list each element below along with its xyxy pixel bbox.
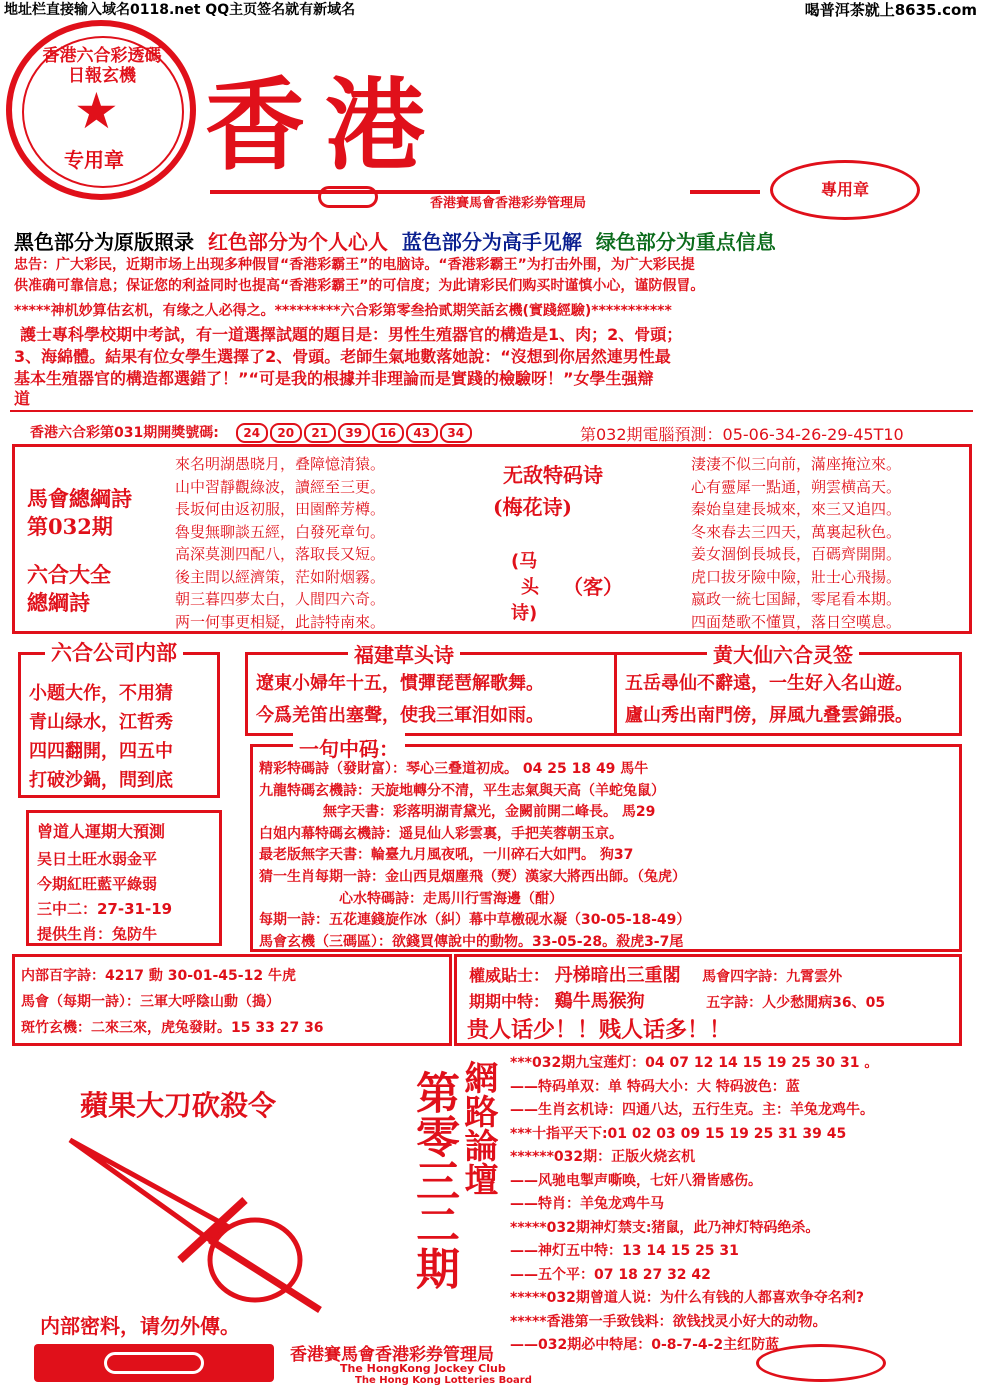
inner-lines — [29, 679, 173, 795]
authority-value: 丹梯暗出三重閣 — [554, 965, 681, 986]
bottomleft-line: 馬會（每期一詩）：三軍大呼陰山動（搗） — [21, 994, 280, 1010]
footer-en-1: The HongKong Jockey Club — [340, 1362, 506, 1375]
poem-1-line: 朝三暮四夢太白，人間四六奇。 — [175, 590, 386, 608]
authority-row-1 — [469, 961, 842, 987]
authority-box — [454, 954, 962, 1046]
notice-line-2: 供准确可靠信息；保证您的利益同时也提高“香港彩霸王”的可信度；为此请彩民们购买时谨慎小心，谨防假冒。 — [14, 278, 705, 294]
daoren-title: 曾道人運期大預測 — [37, 822, 166, 841]
wong-title: 黄大仙六合灵签 — [707, 639, 859, 668]
onesent-title: 一句中码： — [293, 733, 405, 762]
inner-title: 六合公司内部 — [45, 637, 183, 667]
onesent-lines — [259, 759, 690, 953]
forum-line: ——032期必中特尾：0-8-7-4-2主红防蓝 — [510, 1337, 780, 1353]
poem-1-line: 两一何事更相疑，此詩特南來。 — [175, 612, 386, 631]
inner-line: 小题大作，不用猜 — [29, 683, 173, 704]
page-title: 香港 — [205, 66, 445, 184]
round-stamp — [6, 20, 196, 200]
fujian-title: 福建草头诗 — [348, 639, 460, 668]
legend-line — [14, 226, 776, 255]
inner-line: 四四翻開，四五中 — [29, 741, 173, 762]
daoren-line: 吴日土旺水弱金平 — [37, 850, 158, 868]
forum-line: ***十指平天下:01 02 03 09 15 19 25 31 39 45 — [510, 1125, 847, 1142]
bottomleft-box — [12, 954, 452, 1046]
onesent-line: 馬會玄機（三碼區）：欲錢買傳說中的動物。33-05-28。殺虎3-7尾 — [259, 933, 684, 950]
onesent-line: 九龍特碼玄機詩：天旋地轉分不清，平生志氣與天高（羊蛇兔鼠） — [259, 782, 665, 799]
onesent-line: 每期一詩：五花連錢旋作冰（糾）幕中草檄砚水凝（30-05-18-49） — [259, 912, 691, 929]
onesent-line: 最老版無字天書：輪臺九月風夜吼，一川碎石大如門。 狗37 — [259, 847, 634, 864]
onesent-box — [250, 737, 962, 952]
poem-left-4: 總綱詩 — [27, 590, 90, 615]
draw-row — [30, 422, 474, 443]
daoren-box — [26, 810, 222, 946]
forum-line: ******032期：正版火烧玄机 — [510, 1149, 696, 1165]
poem-1-line: 魯叟無聊談五經，白發死章句。 — [175, 522, 386, 541]
bottomleft-lines — [21, 963, 324, 1041]
forum-line: ***032期九宝莲灯：04 07 12 14 15 19 25 30 31 。 — [510, 1055, 879, 1071]
forum-vtitle: 網路論壇 — [458, 1060, 498, 1196]
ball: 16 — [372, 423, 404, 443]
onesent-line: 白姐内幕特碼玄機詩：遥見仙人彩雲裏，手把芙蓉朝玉京。 — [259, 825, 623, 842]
forum-line: ——五个平：07 18 27 32 42 — [510, 1266, 711, 1283]
forum-lines — [510, 1052, 878, 1358]
onesent-line: 心水特碼詩：走馬川行雪海邊（酣） — [339, 890, 563, 907]
authority-label: 權威貼士： — [469, 966, 550, 985]
ball: 43 — [406, 423, 438, 443]
onesent-line: 無字天書：彩落明湖青黛光，金闕前開二峰長。 馬29 — [323, 804, 656, 821]
poem-1 — [175, 453, 385, 633]
poem-1-line: 高深莫測四配八，落取長又短。 — [175, 545, 386, 563]
ball: 34 — [440, 423, 472, 443]
poem-left-3: 六合大全 — [27, 562, 111, 587]
club-logo — [318, 186, 378, 208]
authority-row-2 — [469, 987, 885, 1013]
forum-line: ——特肖：羊兔龙鸡牛马 — [510, 1196, 664, 1212]
poem-left-2: 第032期 — [27, 514, 113, 539]
poem-2-line: 冬來春去三四天，萬裏起秋色。 — [691, 522, 902, 541]
onesent-line: 精彩特碼詩（發財富）：琴心三叠道初成。 04 25 18 49 馬牛 — [259, 761, 649, 777]
inner-line: 打破沙鍋，問到底 — [29, 770, 173, 791]
daoren-line: 三中二：27-31-19 — [37, 900, 173, 918]
ball: 24 — [236, 423, 268, 443]
footer-logo-mark — [104, 1352, 204, 1374]
small-stamp: 專用章 — [770, 160, 920, 220]
apple-title: 蘋果大刀砍殺令 — [80, 1089, 277, 1122]
legend-black: 黑色部分为原版照录 — [14, 230, 194, 254]
inner-box — [18, 641, 220, 798]
stamp-center-text: 专用章 — [64, 148, 124, 172]
footer-en-2: The Hong Kong Lotteries Board — [355, 1375, 532, 1386]
ball: 39 — [338, 423, 370, 443]
footer-logo — [34, 1344, 274, 1382]
top-banner-right: 喝普洱茶就上8635.com — [804, 1, 977, 19]
authority-value: 馬會四字詩：九霄雲外 — [702, 969, 843, 985]
poem-2 — [691, 453, 901, 633]
forum-period: 第零三二期 — [408, 1070, 459, 1290]
authority-value: 鷄牛馬猴狗 — [554, 991, 645, 1012]
joke-line-1: *****神机妙算估玄机，有缘之人必得之。*********六合彩第零叁拾贰期笑話玄機(實踐經驗)*********** — [14, 303, 672, 319]
bottomleft-line: 斑竹玄機：二來三來，虎兔發財。15 33 27 36 — [21, 1020, 324, 1036]
poem-mid-5: （客） — [563, 575, 623, 599]
bottomleft-line: 内部百字詩：4217 動 30-01-45-12 牛虎 — [21, 968, 296, 984]
stamp-ring-text: 香港六合彩透碼日報玄機 — [42, 46, 162, 86]
forum-line: *****香港第一手致钱料：欲钱找灵小好大的动物。 — [510, 1313, 827, 1330]
sword-icon — [60, 1130, 350, 1320]
wong-line-1: 五岳尋仙不辭遠，一生好入名山遊。 — [625, 673, 913, 694]
legend-green: 绿色部分为重点信息 — [595, 230, 776, 254]
poem-2-line: 淒淒不似三向前，滿座掩泣來。 — [691, 455, 902, 473]
poem-mid-3: (马 — [511, 551, 538, 572]
footer-org: 香港賽馬會香港彩券管理局 — [290, 1345, 494, 1365]
poem-2-line: 秦始皇建長城來，來三又追四。 — [691, 500, 902, 518]
draw-label: 香港六合彩第031期開獎號碼: — [30, 425, 219, 441]
poem-1-line: 來名明湖愚晓月，叠障憶清猿。 — [175, 455, 386, 473]
forum-line: ——生肖玄机诗：四通八达，五行生克。主：羊兔龙鸡牛。 — [510, 1102, 874, 1118]
poem-mid-6: 诗) — [511, 603, 538, 624]
ball: 20 — [270, 423, 302, 443]
poem-left-labels — [27, 485, 132, 617]
poem-2-line: 虎口拔牙險中險，壯士心飛揚。 — [691, 567, 902, 586]
joke-line-4: 基本生殖器官的構造都選錯了！”“可是我的根據并非理論而是實踐的檢驗呀！”女學生强辯 — [14, 369, 654, 388]
poem-2-line: 姜女涸倒長城長，百碼齊開開。 — [691, 545, 902, 563]
joke-line-3: 3、海綿體。結果有位女學生選擇了2、骨頭。老師生氣地數落她說：“沒想到你居然連男性最 — [14, 347, 671, 366]
poem-2-line: 四面楚歌不懂買，落日空嘆息。 — [691, 612, 902, 631]
poem-1-line: 長坂何由返初服，田園醉芳樽。 — [175, 500, 386, 518]
header-org: 香港賽馬會香港彩券管理局 — [430, 196, 587, 211]
poem-mid-2: (梅花诗) — [493, 495, 572, 519]
forum-line: ——风驰电掣声嘶唤，七奸八猾皆感伤。 — [510, 1172, 762, 1189]
poem-box — [12, 444, 972, 634]
draw-predict: 第032期電腦預測：05-06-34-26-29-45T10 — [580, 425, 904, 444]
header-dash — [690, 190, 760, 194]
poem-mid-4: 头 — [521, 577, 539, 598]
apple-bottom: 内部密料，请勿外傳。 — [40, 1314, 240, 1338]
daoren-line: 今期紅旺藍平綠弱 — [37, 875, 158, 893]
star-icon: ★ — [74, 82, 119, 140]
wong-line-2: 廬山秀出南門傍，屏風九叠雲錦張。 — [625, 705, 913, 726]
forum-line: ——特码单双：单 特码大小：大 特码波色：蓝 — [510, 1078, 800, 1095]
onesent-line: 猜一生肖每期一詩：金山西見烟塵飛（燹）漢家大將西出師。（兔虎） — [259, 868, 686, 885]
divider — [10, 410, 973, 412]
fujian-line-1: 遼東小婦年十五，慣彈琵琶解歌舞。 — [256, 673, 544, 694]
authority-label: 期期中特： — [469, 992, 550, 1011]
inner-line: 青山绿水，江哲秀 — [29, 712, 173, 733]
forum-line: *****032期曾道人说：为什么有钱的人都喜欢争夺名利? — [510, 1290, 864, 1306]
poem-mid-1: 无敌特码诗 — [503, 463, 603, 487]
wong-box — [614, 643, 962, 736]
poem-2-line: 嬴政一統七国歸，零尾看本期。 — [691, 590, 902, 608]
authority-value: 五字詩：人少愁閒病36、05 — [706, 995, 886, 1011]
legend-blue: 蓝色部分为高手见解 — [401, 230, 582, 254]
joke-line-5: 道 — [14, 389, 31, 408]
fujian-line-2: 今爲羌笛出塞聲，使我三軍泪如雨。 — [256, 705, 544, 726]
daoren-line: 提供生肖：兔防牛 — [37, 925, 158, 943]
ball: 21 — [304, 423, 336, 443]
poem-1-line: 山中習靜觀綠波，讀經至三更。 — [175, 477, 386, 496]
top-banner-left: 地址栏直接输入域名0118.net QQ主页签名就有新域名 — [4, 2, 356, 18]
forum-line: ——神灯五中特：13 14 15 25 31 — [510, 1243, 739, 1259]
joke-line-2: 護士專科學校期中考試，有一道選擇試題的題目是：男性生殖器官的構造是1、肉；2、骨頭； — [20, 325, 683, 344]
authority-slogan: 贵人话少！！贱人话多！！ — [467, 1018, 732, 1043]
poem-1-line: 後主問以經濟策，茫如附烟霧。 — [175, 567, 386, 586]
forum-line: *****032期神灯禁支:猪鼠，此乃神灯特码绝杀。 — [510, 1219, 820, 1236]
poem-left-1: 馬會總綱詩 — [27, 486, 132, 511]
daoren-lines — [37, 847, 172, 947]
notice-line-1: 忠告：广大彩民，近期市场上出现多种假冒“香港彩霸王”的电脑诗。“香港彩霸王”为打击外围，为广大彩民提 — [14, 257, 695, 273]
footer-seal — [756, 1344, 886, 1382]
poem-2-line: 心有靈犀一點通，朔雲横高天。 — [691, 477, 902, 496]
draw-balls — [236, 425, 474, 441]
legend-red: 红色部分为个人心人 — [207, 230, 388, 254]
fujian-box — [245, 643, 617, 736]
